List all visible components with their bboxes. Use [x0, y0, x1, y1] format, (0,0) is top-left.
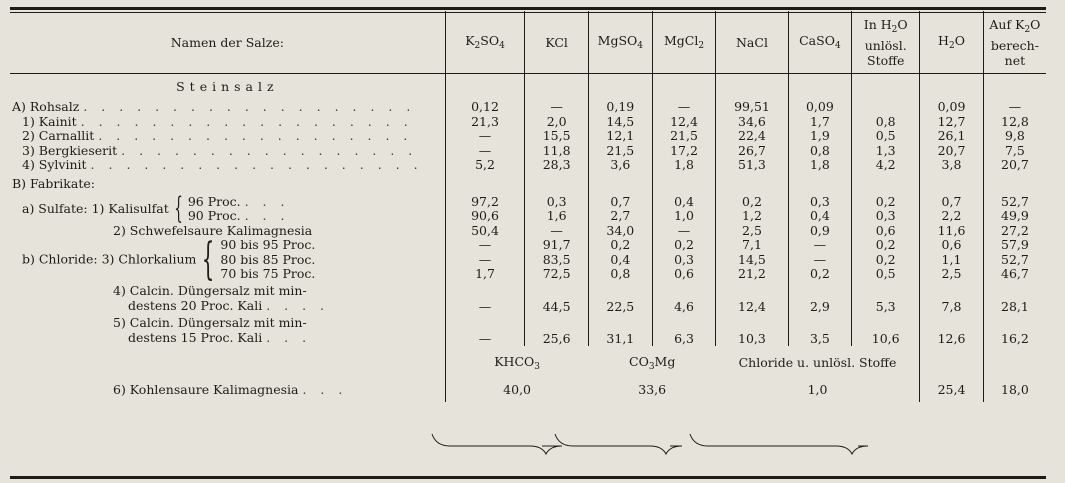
row-label-sylvinit: 4) Sylvinit: [22, 158, 87, 172]
row-label-kainit: 1) Kainit: [22, 114, 77, 129]
row-label-carnallit: 2) Carnallit: [22, 129, 95, 143]
row-label-bergkieserit: 3) Bergkieserit: [22, 143, 118, 158]
value-chloride: 1,0: [807, 382, 828, 398]
table-row: 4) Calcin. Düngersalz mit min- destens 20 Proc. Kali . . . . — 44,5 22,5 4,6 12,4 2,9 5,3 7,8 28,1: [10, 282, 1046, 314]
header-mgso4: MgSO$_4$: [589, 11, 653, 74]
row-label-kohlensaure: 6) Kohlensaure Kalimagnesia: [113, 382, 299, 398]
table-row: 2) Schwefelsaure Kalimagnesia 50,4 — 34,0 — 2,5 0,9 0,6 11,6 27,2: [10, 224, 1046, 239]
row-sublabel-80-85: 80 bis 85 Proc.: [220, 251, 316, 267]
row-sublabel-96: 96 Proc.: [187, 194, 241, 209]
row-label-calcin15-l1: 5) Calcin. Düngersalz mit min-: [113, 314, 307, 330]
header-mgcl2: MgCl$_2$: [652, 11, 716, 74]
row-label-schwefelsaure: 2) Schwefelsaure Kalimagnesia: [113, 223, 313, 238]
row-sublabel-70-75: 70 bis 75 Proc.: [220, 266, 316, 281]
table-row: a) Sulfate: 1) Kalisulfat { 96 Proc. . . . 90 Proc. . . . 97,2 0,3 0,7 0,4 0,2 0,3 0,2 0,7 52,7: [10, 195, 1046, 210]
row-label-calcin15-l2: destens 15 Proc. Kali: [128, 329, 263, 345]
row-label-chlorkalium: 3) Chlorkalium: [101, 251, 197, 267]
header-caso4: CaSO$_4$: [788, 11, 852, 74]
header-k2so4: $K_2SO_4$: [445, 11, 525, 74]
row-label-calcin20-l1: 4) Calcin. Düngersalz mit min-: [113, 282, 307, 298]
table-row: 3) Bergkieserit . . . . . . . . . . . . . . . . . — 11,8 21,5 17,2 26,7 0,8 1,3 20,7 7,5: [10, 144, 1046, 159]
header-kcl: KCl: [525, 11, 589, 74]
header-h2o: $H_2O$: [920, 11, 984, 74]
bottom-rule: [10, 476, 1046, 479]
table-row: 5) Calcin. Düngersalz mit min- destens 15 Proc. Kali . . . — 25,6 31,1 6,3 10,3 3,5 10,6 12,6 16,2: [10, 314, 1046, 346]
header-nacl: NaCl: [716, 11, 788, 74]
row-label-fabrikate: B) Fabrikate:: [12, 175, 95, 191]
table-row: b) Chloride: 3) Chlorkalium { 90 bis 95 Proc. 80 bis 85 Proc. 70 bis 75 Proc. — 91,7 0,2 0,2 7,1 — 0,2 0,6 57,9: [10, 238, 1046, 253]
header-salt-names: Namen der Salze:: [170, 34, 284, 50]
row-label-kalisulfat: 1) Kalisulfat: [91, 200, 169, 216]
row-label-chloride: b) Chloride:: [22, 251, 98, 267]
group-header-co3mg: $CO_3Mg$: [629, 353, 676, 372]
table-row: 2) Carnallit . . . . . . . . . . . . . . . . . . — 15,5 12,1 21,5 22,4 1,9 0,5 26,1 9,8: [10, 129, 1046, 144]
table-row: 4) Sylvinit . . . . . . . . . . . . . . . . . . . 5,2 28,3 3,6 1,8 51,3 1,8 4,2 3,8 20,7: [10, 158, 1046, 173]
row-sublabel-90-95: 90 bis 95 Proc.: [220, 238, 316, 252]
table-row: 1,7 72,5 0,8 0,6 21,2 0,2 0,5 2,5 46,7: [10, 267, 1046, 282]
table-row: 6) Kohlensaure Kalimagnesia . . . 40,0 33,6 1,0 25,4 18,0: [10, 380, 1046, 402]
table-row: — 83,5 0,4 0,3 14,5 — 0,2 1,1 52,7: [10, 253, 1046, 268]
row-label-rohsalz: A) Rohsalz: [12, 100, 80, 114]
table-row: 1) Kainit . . . . . . . . . . . . . . . . . . . 21,3 2,0 14,5 12,4 34,6 1,7 0,8 12,7 12,8: [10, 115, 1046, 130]
table-row: A) Rohsalz . . . . . . . . . . . . . . . . . . . 0,12 — 0,19 — 99,51 0,09 0,09 —: [10, 100, 1046, 115]
table-row: 90,6 1,6 2,7 1,0 1,2 0,4 0,3 2,2 49,9: [10, 209, 1046, 224]
row-sublabel-90: 90 Proc.: [187, 208, 241, 223]
group-header-khco3: $KHCO_3$: [445, 346, 588, 380]
header-insoluble: In $H_2O$ unlösl. Stoffe: [852, 11, 920, 74]
header-k2o: Auf $K_2O$ berech- net: [983, 11, 1046, 74]
row-label-calcin20-l2: destens 20 Proc. Kali: [128, 297, 263, 313]
section-steinsalz: Steinsalz: [176, 79, 279, 94]
value-khco3: 40,0: [445, 380, 588, 402]
group-header-chloride: Chloride u. unlösl. Stoffe: [738, 355, 897, 370]
row-label-sulfate: a) Sulfate:: [22, 200, 88, 216]
value-co3mg: 33,6: [638, 382, 667, 398]
